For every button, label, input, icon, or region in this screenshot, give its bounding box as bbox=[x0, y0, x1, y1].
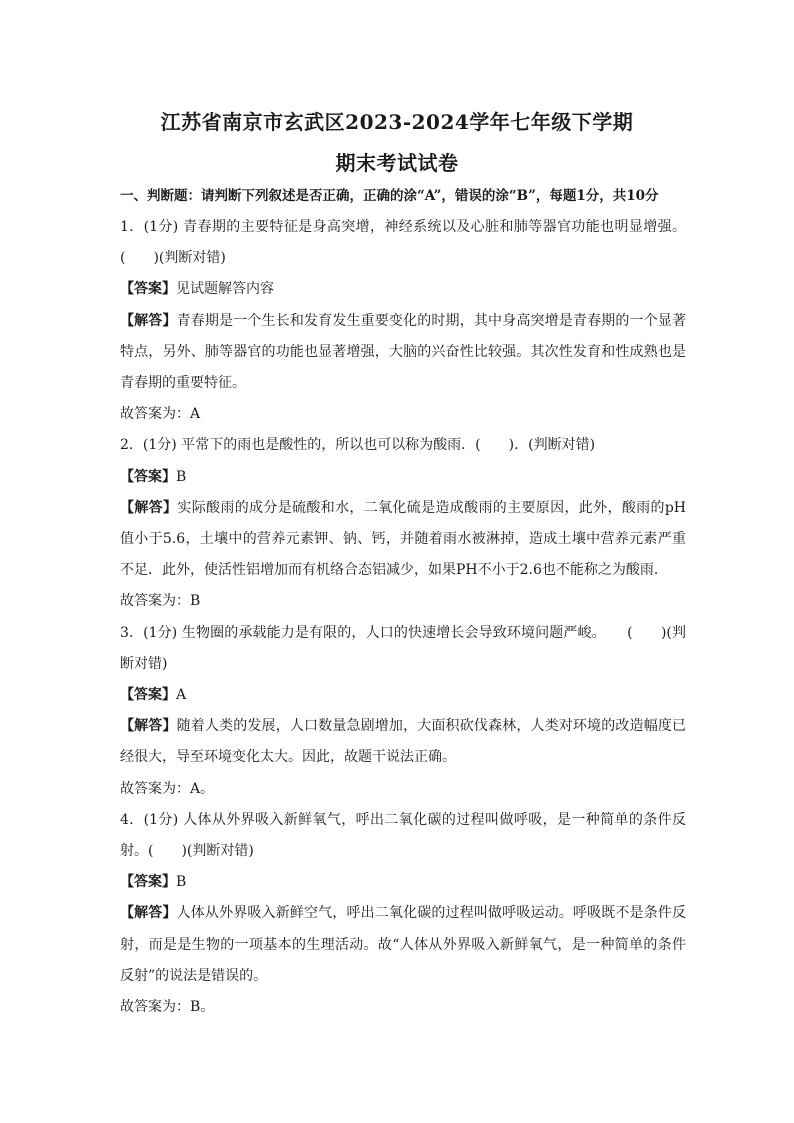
conclusion-line: 故答案为：B bbox=[120, 593, 201, 610]
analysis-text: 实际酸雨的成分是硫酸和水，二氧化硫是造成酸雨的主要原因，此外，酸雨的pH值小于5.6，土壤中的营养元素钾、钠、钙，并随着雨水被淋掉，造成土壤中营养元素严重不足．此外，使活性铝增加而有机络合态铝减少，如果PH不小于2.6也不能称之为酸雨． bbox=[120, 499, 687, 579]
conclusion-line: 故答案为：A bbox=[120, 406, 201, 423]
analysis-text: 青春期是一个生长和发育发生重要变化的时期，其中身高突增是青春期的一个显著特点，另外、肺等器官的功能也显著增强，大脑的兴奋性比较强。其次性发育和性成熟也是青春期的重要特征。 bbox=[120, 312, 687, 392]
analysis-label: 【解答】 bbox=[120, 312, 177, 329]
question-stem: 4．(1分) 人体从外界吸入新鲜氧气，呼出二氧化碳的过程叫做呼吸，是一种简单的条件反射。( )(判断对错) bbox=[120, 811, 686, 860]
analysis-label: 【解答】 bbox=[120, 718, 177, 735]
answer-line bbox=[120, 867, 686, 898]
analysis-text: 随着人类的发展，人口数量急剧增加，大面积砍伐森林，人类对环境的改造幅度已经很大，导至环境变化太大。因此，故题干说法正确。 bbox=[120, 718, 687, 766]
question-item bbox=[120, 618, 686, 805]
answer-line bbox=[120, 274, 686, 305]
answer-label: 【答案】 bbox=[120, 281, 176, 298]
analysis-text: 人体从外界吸入新鲜空气，呼出二氧化碳的过程叫做呼吸运动。呼吸既不是条件反射，而是是生物的一项基本的生理活动。故“人体从外界吸入新鲜氧气，是一种简单的条件反射”的说法是错误的。 bbox=[120, 905, 687, 984]
question-stem: 2．(1分) 平常下的雨也是酸性的，所以也可以称为酸雨．( )．(判断对错) bbox=[120, 437, 596, 454]
question-stem: 3．(1分) 生物圈的承载能力是有限的，人口的快速增长会导致环境问题严峻。 ( )(判断对错) bbox=[120, 624, 686, 672]
analysis-paragraph bbox=[120, 711, 686, 773]
answer-line bbox=[120, 462, 686, 493]
question-stem: 1．(1分) 青春期的主要特征是身高突增，神经系统以及心脏和肺等器官功能也明显增强。( )(判断对错) bbox=[120, 219, 686, 267]
section-heading: 一、判断题：请判断下列叙述是否正确，正确的涂“A”，错误的涂“B”，每题1分，共10分 bbox=[120, 188, 659, 204]
answer-value: 见试题解答内容 bbox=[176, 281, 274, 298]
question-item bbox=[120, 430, 686, 617]
answer-label: 【答案】 bbox=[120, 874, 176, 891]
analysis-label: 【解答】 bbox=[120, 499, 178, 516]
answer-value: B bbox=[176, 468, 187, 485]
analysis-paragraph bbox=[120, 898, 686, 992]
answer-line bbox=[120, 680, 686, 711]
analysis-paragraph bbox=[120, 306, 686, 400]
question-item bbox=[120, 212, 686, 430]
question-item bbox=[120, 805, 686, 1023]
answer-label: 【答案】 bbox=[120, 468, 176, 485]
answer-value: A bbox=[176, 687, 187, 704]
document-title-line2: 期末考试试卷 bbox=[335, 151, 459, 175]
conclusion-line: 故答案为：A。 bbox=[120, 780, 215, 797]
conclusion-line: 故答案为：B。 bbox=[120, 999, 215, 1016]
analysis-label: 【解答】 bbox=[120, 905, 177, 922]
analysis-paragraph bbox=[120, 493, 686, 587]
answer-value: B bbox=[176, 874, 187, 891]
document-title-line1: 江苏省南京市玄武区2023-2024学年七年级下学期 bbox=[160, 110, 634, 134]
question-list bbox=[120, 212, 686, 1023]
answer-label: 【答案】 bbox=[120, 687, 176, 704]
